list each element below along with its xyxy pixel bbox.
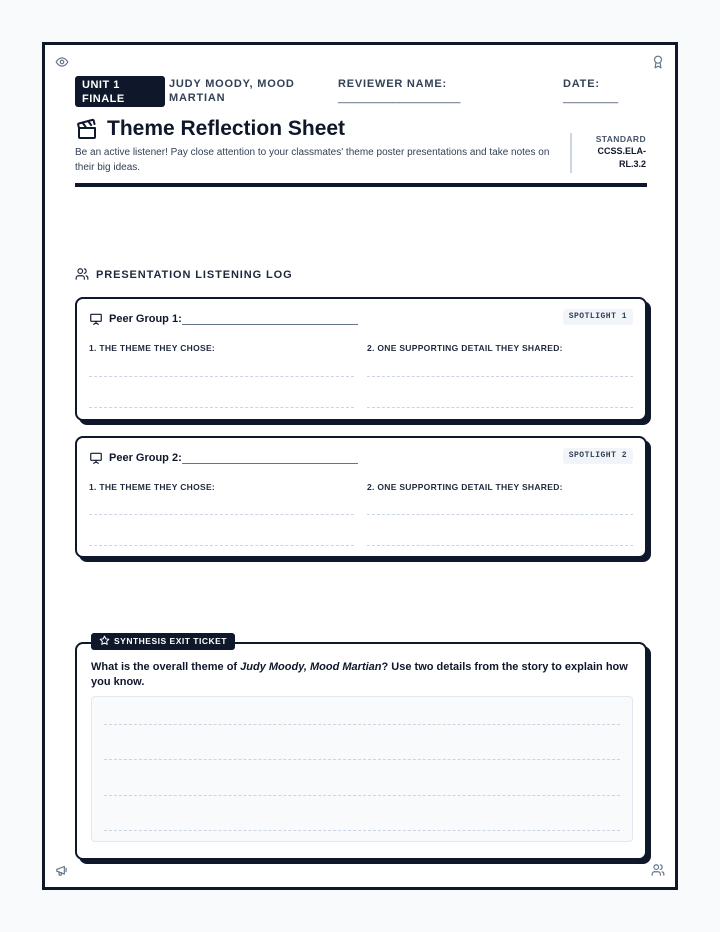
exit-ticket-question xyxy=(91,660,631,690)
peer-group-card xyxy=(75,436,647,558)
answer-line[interactable] xyxy=(104,759,620,760)
page-title: Theme Reflection Sheet xyxy=(107,117,346,140)
exit-ticket-answer-box[interactable] xyxy=(91,696,633,842)
worksheet-meta-row xyxy=(75,75,647,109)
header-divider xyxy=(75,183,647,187)
detail-question-label: 2. ONE SUPPORTING DETAIL THEY SHARED: xyxy=(367,482,563,492)
standard-value: CCSS.ELA-RL.3.2 xyxy=(597,146,646,169)
question-end: ? Use two details from the story to explain how you know. xyxy=(91,661,628,688)
exit-ticket-card xyxy=(75,642,647,860)
clapperboard-icon xyxy=(75,117,99,141)
spotlight-badge: SPOTLIGHT 1 xyxy=(563,309,633,325)
question-start: What is the overall theme of xyxy=(91,661,241,673)
worksheet-page xyxy=(42,42,678,890)
unit-badge: UNIT 1 FINALE xyxy=(75,76,165,107)
exit-ticket-tab xyxy=(91,633,235,650)
presentation-screen-icon xyxy=(89,451,103,465)
peer-group-label: Peer Group 2: xyxy=(109,452,182,464)
listening-log-title: PRESENTATION LISTENING LOG xyxy=(96,269,293,281)
peer-group-name-blank[interactable] xyxy=(182,324,358,325)
date-label: DATE: xyxy=(563,78,600,90)
award-ribbon-icon xyxy=(651,55,665,69)
detail-question-label: 2. ONE SUPPORTING DETAIL THEY SHARED: xyxy=(367,343,563,353)
spotlight-badge: SPOTLIGHT 2 xyxy=(563,448,633,464)
megaphone-icon xyxy=(55,863,69,877)
date-field[interactable] xyxy=(563,77,647,105)
question-book-title: Judy Moody, Mood Martian xyxy=(240,661,382,673)
detail-answer-line[interactable] xyxy=(367,407,633,408)
theme-question-label: 1. THE THEME THEY CHOSE: xyxy=(89,343,216,353)
standard-label: STANDARD xyxy=(595,134,646,144)
peer-group-card xyxy=(75,297,647,421)
peer-group-label: Peer Group 1: xyxy=(109,313,182,325)
theme-answer-line[interactable] xyxy=(89,545,354,546)
intro-text: Be an active listener! Pay close attention to your classmates' theme poster presentations and take notes on their big ideas. xyxy=(75,147,550,173)
presentation-screen-icon xyxy=(89,312,103,326)
detail-answer-line[interactable] xyxy=(367,514,633,515)
theme-answer-line[interactable] xyxy=(89,376,354,377)
theme-answer-line[interactable] xyxy=(89,514,354,515)
users-icon xyxy=(75,267,89,281)
peer-group-name-blank[interactable] xyxy=(182,463,358,464)
exit-ticket-tab-label: SYNTHESIS EXIT TICKET xyxy=(114,636,227,646)
reviewer-name-field[interactable] xyxy=(338,77,488,105)
answer-line[interactable] xyxy=(104,795,620,796)
reviewer-name-label: REVIEWER NAME: xyxy=(338,78,447,90)
eye-icon xyxy=(55,55,69,69)
star-icon xyxy=(99,635,110,646)
detail-answer-line[interactable] xyxy=(367,545,633,546)
book-title: JUDY MOODY, MOOD MARTIAN xyxy=(169,78,295,104)
theme-question-label: 1. THE THEME THEY CHOSE: xyxy=(89,482,216,492)
theme-answer-line[interactable] xyxy=(89,407,354,408)
answer-line[interactable] xyxy=(104,830,620,831)
standard-box xyxy=(570,133,646,173)
date-blank[interactable]: _________ xyxy=(563,92,619,104)
answer-line[interactable] xyxy=(104,724,620,725)
reviewer-name-blank[interactable]: ____________________ xyxy=(338,92,461,104)
users-icon xyxy=(651,863,665,877)
detail-answer-line[interactable] xyxy=(367,376,633,377)
